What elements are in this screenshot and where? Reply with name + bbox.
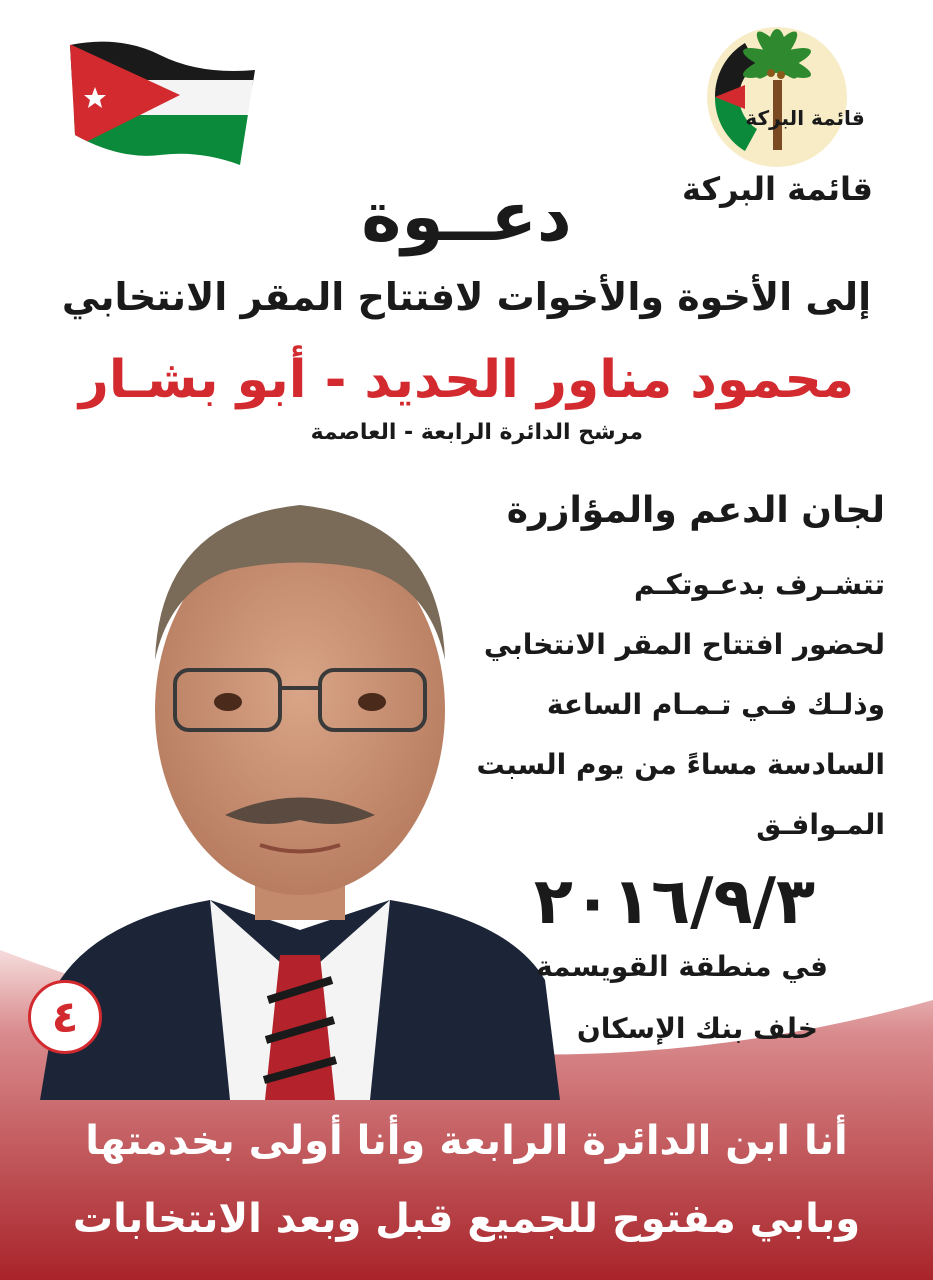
invitation-title: دعــوة	[361, 178, 572, 257]
list-logo-icon	[705, 25, 865, 170]
event-date: ٢٠١٦/٩/٣	[533, 865, 815, 939]
slogan-line-1: أنا ابن الدائرة الرابعة وأنا أولى بخدمتها	[85, 1118, 848, 1164]
details-line: تتشـرف بدعـوتكـم	[634, 568, 885, 601]
jordan-flag-icon	[50, 35, 265, 175]
logo-text: قائمة البركة	[745, 106, 865, 130]
committees-heading: لجان الدعم والمؤازرة	[506, 490, 885, 531]
slogan-line-2: وبابي مفتوح للجميع قبل وبعد الانتخابات	[72, 1196, 861, 1242]
event-location: في منطقة القويسمة	[536, 950, 828, 983]
event-location-detail: خلف بنك الإسكان	[576, 1012, 818, 1045]
candidate-name: محمود مناور الحديد - أبو بشـار	[78, 350, 855, 410]
invitation-details	[465, 490, 885, 855]
details-line: السادسة مساءً من يوم السبت	[476, 748, 885, 781]
invitation-subtitle: إلى الأخوة والأخوات لافتتاح المقر الانتخابي	[61, 275, 872, 319]
details-line: لحضور افتتاح المقر الانتخابي	[483, 628, 885, 661]
list-number-badge: ٤	[28, 980, 102, 1054]
details-line: المـوافـق	[756, 808, 885, 841]
candidate-role: مرشح الدائرة الرابعة - العاصمة	[310, 420, 643, 445]
details-line: وذلـك فـي تـمـام الساعة	[546, 688, 885, 721]
list-name: قائمة البركة	[682, 170, 873, 208]
